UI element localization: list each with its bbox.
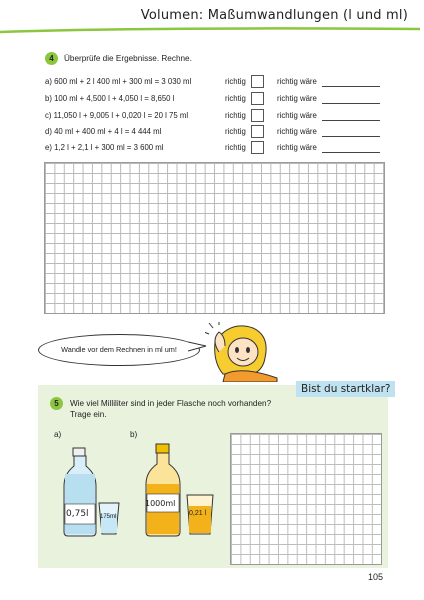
- richtig-label: richtig: [225, 77, 246, 86]
- richtig-waere-label: richtig wäre: [277, 77, 317, 86]
- task5-instruction: Wie viel Milliliter sind in jeder Flasche noch vorhanden?: [70, 399, 272, 408]
- water-bottle-a: [60, 446, 100, 538]
- richtig-label: richtig: [225, 127, 246, 136]
- page-number: 105: [368, 572, 384, 582]
- richtig-checkbox[interactable]: [251, 75, 264, 88]
- equation-text: e) 1,2 l + 2,1 l + 300 ml = 3 600 ml: [45, 143, 164, 152]
- richtig-label: richtig: [225, 94, 246, 103]
- answer-line[interactable]: [322, 152, 380, 153]
- richtig-checkbox[interactable]: [251, 141, 264, 154]
- label-a: a): [54, 430, 62, 439]
- header-swoosh: [0, 24, 424, 38]
- page-title: Volumen: Maßumwandlungen (l und ml): [140, 8, 408, 23]
- calculation-grid[interactable]: [44, 162, 385, 314]
- richtig-checkbox[interactable]: [251, 125, 264, 138]
- task4-row: [45, 109, 385, 123]
- task-number-5: 5: [50, 397, 63, 410]
- richtig-waere-label: richtig wäre: [277, 94, 317, 103]
- answer-line[interactable]: [322, 86, 380, 87]
- answer-grid[interactable]: [230, 433, 382, 565]
- richtig-checkbox[interactable]: [251, 109, 264, 122]
- bottle-a-label: 0,75l: [66, 509, 89, 519]
- equation-text: b) 100 ml + 4,500 l + 4,050 l = 8,650 l: [45, 94, 175, 103]
- answer-line[interactable]: [322, 136, 380, 137]
- startklar-badge: Bist du startklar?: [296, 381, 395, 397]
- richtig-waere-label: richtig wäre: [277, 127, 317, 136]
- equation-text: d) 40 ml + 400 ml + 4 l = 4 444 ml: [45, 127, 162, 136]
- task4-row: [45, 125, 385, 139]
- richtig-waere-label: richtig wäre: [277, 143, 317, 152]
- richtig-label: richtig: [225, 143, 246, 152]
- answer-line[interactable]: [322, 103, 380, 104]
- glass-b-label: 0,21 l: [189, 510, 207, 517]
- bottle-b-label: 1000ml: [145, 499, 176, 508]
- girl-illustration: [205, 322, 285, 382]
- richtig-label: richtig: [225, 111, 246, 120]
- label-b: b): [130, 430, 138, 439]
- task-number-4: 4: [45, 52, 58, 65]
- glass-a-label: 175ml: [100, 514, 117, 520]
- task4-row: [45, 141, 385, 155]
- juice-bottle-b: [142, 442, 184, 538]
- richtig-checkbox[interactable]: [251, 92, 264, 105]
- task4-row: [45, 92, 385, 106]
- task4-row: [45, 75, 385, 89]
- equation-text: a) 600 ml + 2 l 400 ml + 300 ml = 3 030 ml: [45, 77, 192, 86]
- task5-instruction-2: Trage ein.: [70, 410, 107, 419]
- speech-bubble: Wandle vor dem Rechnen in ml um!: [38, 334, 200, 366]
- task4-instruction: Überprüfe die Ergebnisse. Rechne.: [64, 54, 192, 63]
- richtig-waere-label: richtig wäre: [277, 111, 317, 120]
- answer-line[interactable]: [322, 120, 380, 121]
- equation-text: c) 11,050 l + 9,005 l + 0,020 l = 20 l 75 ml: [45, 111, 189, 120]
